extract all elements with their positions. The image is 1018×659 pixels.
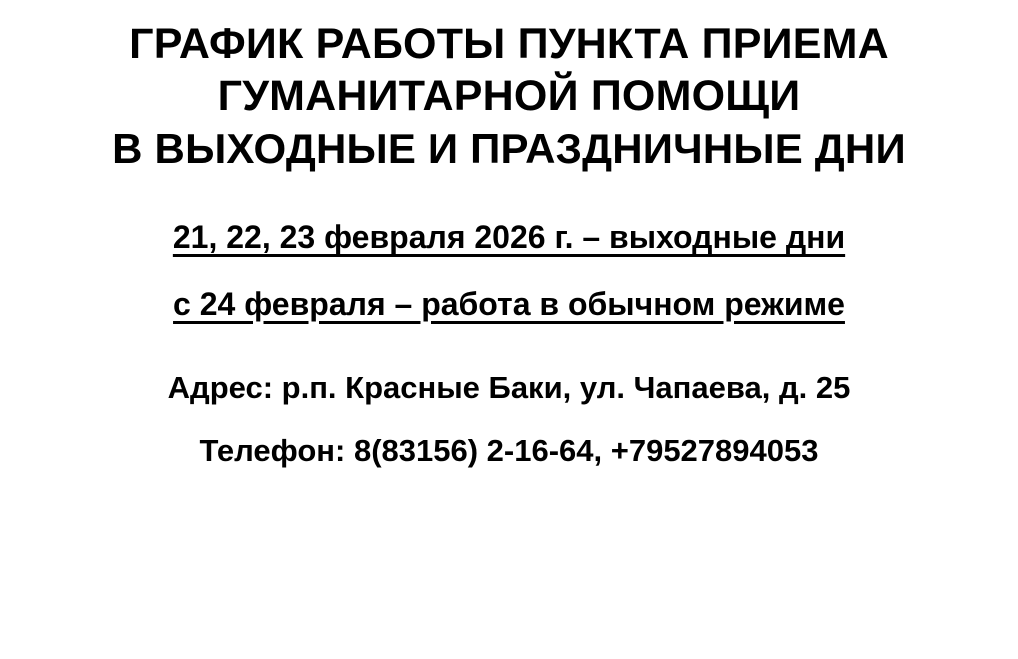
schedule-line-regular: с 24 февраля – работа в обычном режиме <box>173 285 845 322</box>
title-line-1: ГРАФИК РАБОТЫ ПУНКТА ПРИЕМА <box>129 20 889 68</box>
title-line-3: В ВЫХОДНЫЕ И ПРАЗДНИЧНЫЕ ДНИ <box>112 124 906 172</box>
address-line: Адрес: р.п. Красные Баки, ул. Чапаева, д. 25 <box>167 369 851 405</box>
schedule-line-holidays: 21, 22, 23 февраля 2026 г. – выходные дни <box>172 219 846 256</box>
schedule-section <box>14 218 1004 323</box>
schedule-row <box>14 218 1004 256</box>
title-line-2: ГУМАНИТАРНОЙ ПОМОЩИ <box>217 72 801 121</box>
schedule-row <box>14 285 1004 323</box>
phone-line: Телефон: 8(83156) 2-16-64, +79527894053 <box>199 432 819 468</box>
poster-title <box>14 18 1004 174</box>
contact-section <box>14 369 1004 471</box>
